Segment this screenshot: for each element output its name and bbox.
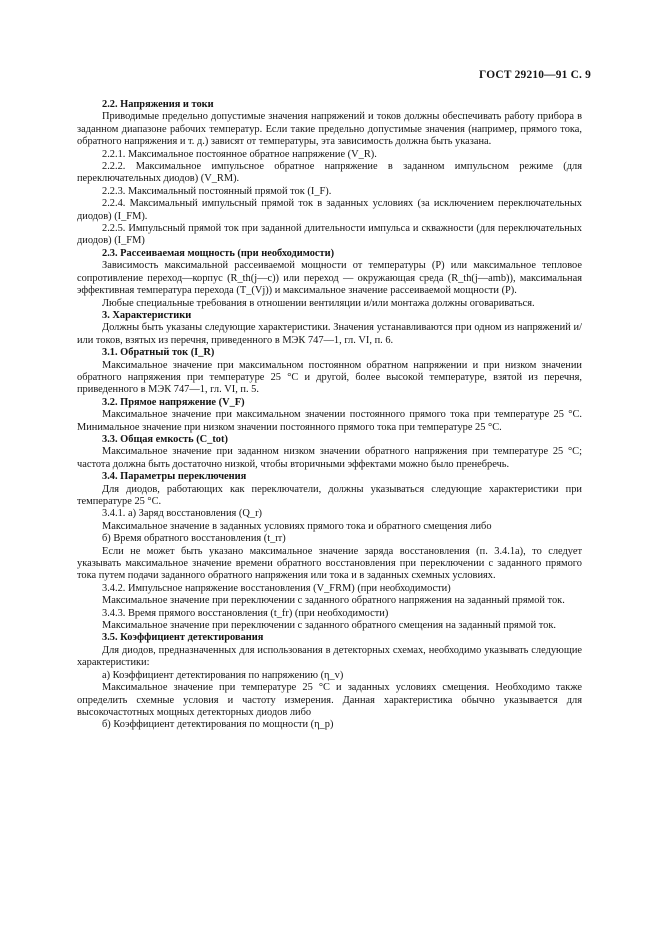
paragraph: Максимальное значение при максимальном значении постоянного прямого тока при температуре 25 °С. Минимальное значение при низком значении постоянного прямого тока при температуре 25 °С. bbox=[77, 409, 582, 433]
body-text bbox=[77, 99, 582, 732]
paragraph: 3.4.3. Время прямого восстановления (t_fr) (при необходимости) bbox=[102, 607, 389, 619]
paragraph: Зависимость максимальной рассеиваемой мощности от температуры (P) или максимальное тепловое сопротивление переход—корпус (R_th(j—c)) или переход — окружающая среда (R_th(j—amb)), максимальная эффективная температура перехода (T_(Vj)) и максимальное значение рассеиваемой мощности (P). bbox=[77, 260, 582, 297]
paragraph: 3.4.1. а) Заряд восстановления (Q_r) bbox=[102, 508, 263, 520]
section-heading-3-5: 3.5. Коэффициент детектирования bbox=[102, 632, 264, 644]
section-heading-3-3: 3.3. Общая емкость (C_tot) bbox=[102, 433, 228, 445]
page-header: ГОСТ 29210—91 С. 9 bbox=[479, 69, 591, 81]
paragraph: Максимальное значение при температуре 25 °С и заданных условиях смещения. Необходимо также определить схемные условия и частоту измерения. Данная характеристика обычно указывается для высокочастотных мощных детекторных диодов либо bbox=[77, 682, 582, 718]
paragraph: Максимальное значение при заданном низком значении обратного напряжения при температуре 25 °С; частота должна быть достаточно низкой, чтобы вторичными эффектами можно было пренебречь. bbox=[77, 446, 582, 470]
section-heading-3-1: 3.1. Обратный ток (I_R) bbox=[102, 347, 215, 359]
paragraph: Любые специальные требования в отношении вентиляции и/или монтажа должны оговариваться. bbox=[102, 297, 535, 309]
section-heading-3-4: 3.4. Параметры переключения bbox=[102, 471, 247, 483]
paragraph: 2.2.3. Максимальный постоянный прямой ток (I_F). bbox=[102, 185, 332, 197]
paragraph: 2.2.2. Максимальное импульсное обратное напряжение в заданном импульсном режиме (для переключательных диодов) (V_RM). bbox=[77, 161, 582, 185]
paragraph: Максимальное значение при переключении с заданного обратного напряжения на заданный прямой ток. bbox=[102, 595, 565, 607]
paragraph: Максимальное значение при переключении с заданного обратного смещения на заданный прямой ток. bbox=[102, 620, 556, 632]
paragraph: 3.4.2. Импульсное напряжение восстановления (V_FRM) (при необходимости) bbox=[102, 582, 451, 594]
paragraph: 2.2.1. Максимальное постоянное обратное напряжение (V_R). bbox=[102, 148, 377, 160]
paragraph: 2.2.5. Импульсный прямой ток при заданной длительности импульса и скважности (для переключательных диодов) (I_FM) bbox=[77, 223, 582, 247]
paragraph: Должны быть указаны следующие характеристики. Значения устанавливаются при одном из напряжений и/или токов, взятых из перечня, приведенного в МЭК 747—1, гл. VI, п. 6. bbox=[77, 322, 582, 346]
paragraph: б) Время обратного восстановления (t_rr) bbox=[102, 533, 286, 545]
paragraph: а) Коэффициент детектирования по напряжению (η_v) bbox=[102, 669, 344, 681]
paragraph: 2.2.4. Максимальный импульсный прямой ток в заданных условиях (за исключением переключательных диодов) (I_FM). bbox=[77, 198, 582, 222]
section-heading-3: 3. Характеристики bbox=[102, 309, 192, 321]
paragraph: Для диодов, работающих как переключатели, должны указываться следующие характеристики при температуре 25 °С. bbox=[77, 483, 582, 507]
paragraph: Максимальное значение в заданных условиях прямого тока и обратного смещения либо bbox=[102, 520, 492, 532]
paragraph: Для диодов, предназначенных для использования в детекторных схемах, необходимо указывать следующие характеристики: bbox=[77, 644, 582, 669]
paragraph: Если не может быть указано максимальное значение заряда восстановления (п. 3.4.1а), то следует указывать максимальное значение времени обратного восстановления при переключении с заданного прямого тока путем подачи заданного обратного напряжения или тока и в заданных схемных условиях. bbox=[77, 545, 582, 582]
section-heading-3-2: 3.2. Прямое напряжение (V_F) bbox=[102, 396, 245, 408]
paragraph: Максимальное значение при максимальном постоянном обратном напряжении и при низком значении обратного напряжения при температуре 25 °С и другой, более высокой температуре, взятой из перечня, приведенного в МЭК 747—1, гл. VI, п. 5. bbox=[77, 359, 582, 396]
paragraph: Приводимые предельно допустимые значения напряжений и токов должны обеспечивать работу прибора в заданном диапазоне рабочих температур. Если такие предельно допустимые значения (например, прямого тока, обратного напряжения и т. д.) зависят от температуры, эта зависимость должна быть указана. bbox=[77, 111, 582, 148]
section-heading-2-2: 2.2. Напряжения и токи bbox=[102, 99, 214, 110]
section-heading-2-3: 2.3. Рассеиваемая мощность (при необходимости) bbox=[102, 247, 335, 259]
paragraph: б) Коэффициент детектирования по мощности (η_p) bbox=[102, 719, 334, 731]
